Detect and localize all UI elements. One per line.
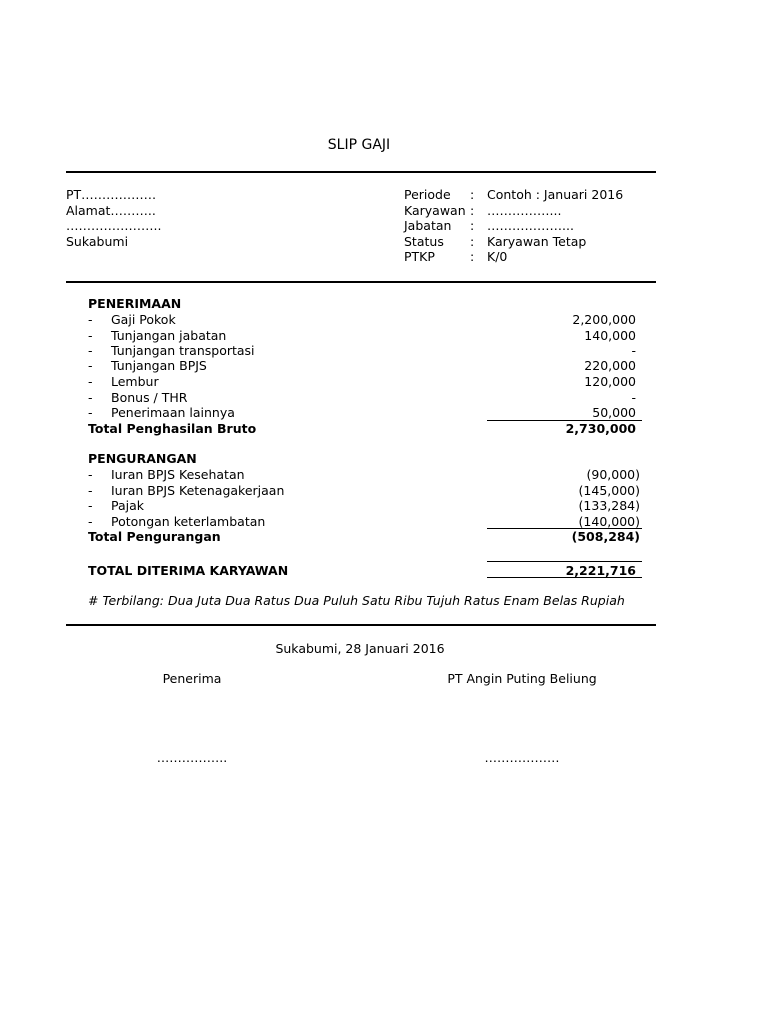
earning-amount: 220,000 bbox=[584, 358, 636, 373]
info-label-status: Status bbox=[404, 234, 444, 249]
earning-amount: 2,200,000 bbox=[572, 312, 636, 327]
info-value-status: Karyawan Tetap bbox=[487, 234, 587, 249]
company-city: Sukabumi bbox=[66, 234, 129, 249]
earning-label: Tunjangan jabatan bbox=[111, 328, 227, 343]
bullet-dash: - bbox=[88, 483, 93, 498]
bullet-dash: - bbox=[88, 467, 93, 482]
gross-total-label: Total Penghasilan Bruto bbox=[88, 421, 257, 436]
info-value-karyawan: ……………... bbox=[487, 203, 562, 218]
deductions-heading: PENGURANGAN bbox=[88, 451, 197, 466]
info-colon: : bbox=[470, 234, 475, 249]
middle-divider bbox=[66, 281, 656, 283]
net-pay-top-line bbox=[487, 561, 642, 562]
bullet-dash: - bbox=[88, 312, 93, 327]
info-label-jabatan: Jabatan bbox=[404, 218, 452, 233]
bullet-dash: - bbox=[88, 328, 93, 343]
info-colon: : bbox=[470, 249, 475, 264]
top-divider bbox=[66, 171, 656, 173]
deduction-amount: (133,284) bbox=[578, 498, 640, 513]
place-date: Sukabumi, 28 Januari 2016 bbox=[275, 641, 445, 656]
earning-amount: 120,000 bbox=[584, 374, 636, 389]
earning-label: Gaji Pokok bbox=[111, 312, 176, 327]
earning-amount: - bbox=[631, 390, 636, 405]
info-colon: : bbox=[470, 218, 475, 233]
bullet-dash: - bbox=[88, 498, 93, 513]
earning-label: Penerimaan lainnya bbox=[111, 405, 235, 420]
receiver-label: Penerima bbox=[162, 671, 222, 686]
info-colon: : bbox=[470, 187, 475, 202]
gross-total-amount: 2,730,000 bbox=[565, 421, 636, 436]
earning-amount: - bbox=[631, 343, 636, 358]
info-value-ptkp: K/0 bbox=[487, 249, 508, 264]
earning-label: Bonus / THR bbox=[111, 390, 188, 405]
earning-label: Tunjangan BPJS bbox=[111, 358, 207, 373]
info-value-periode: Contoh : Januari 2016 bbox=[487, 187, 624, 202]
company-name: PT……………… bbox=[66, 187, 157, 202]
info-label-periode: Periode bbox=[404, 187, 451, 202]
info-colon: : bbox=[470, 203, 475, 218]
bottom-divider bbox=[66, 624, 656, 626]
bullet-dash: - bbox=[88, 358, 93, 373]
info-label-ptkp: PTKP bbox=[404, 249, 435, 264]
bullet-dash: - bbox=[88, 374, 93, 389]
deduction-label: Iuran BPJS Kesehatan bbox=[111, 467, 245, 482]
earning-amount: 140,000 bbox=[584, 328, 636, 343]
company-address-line2: ………………….. bbox=[66, 218, 162, 233]
earning-amount: 50,000 bbox=[592, 405, 636, 420]
company-signatory-label: PT Angin Puting Beliung bbox=[447, 671, 597, 686]
net-pay-amount: 2,221,716 bbox=[565, 563, 636, 578]
amount-in-words: # Terbilang: Dua Juta Dua Ratus Dua Puluh Satu Ribu Tujuh Ratus Enam Belas Rupiah bbox=[88, 593, 625, 608]
company-address: Alamat……….. bbox=[66, 203, 156, 218]
receiver-signature-line: …………….. bbox=[156, 750, 228, 765]
bullet-dash: - bbox=[88, 343, 93, 358]
bullet-dash: - bbox=[88, 514, 93, 529]
deductions-total-label: Total Pengurangan bbox=[88, 529, 221, 544]
deduction-amount: (90,000) bbox=[586, 467, 640, 482]
net-pay-label: TOTAL DITERIMA KARYAWAN bbox=[88, 563, 289, 578]
earnings-heading: PENERIMAAN bbox=[88, 296, 182, 311]
deduction-label: Pajak bbox=[111, 498, 145, 513]
info-label-karyawan: Karyawan bbox=[404, 203, 466, 218]
info-value-jabatan: ………………... bbox=[487, 218, 574, 233]
deduction-label: Iuran BPJS Ketenagakerjaan bbox=[111, 483, 285, 498]
deduction-amount: (140,000) bbox=[578, 514, 640, 529]
deductions-total-amount: (508,284) bbox=[571, 529, 640, 544]
earning-label: Lembur bbox=[111, 374, 159, 389]
bullet-dash: - bbox=[88, 390, 93, 405]
bullet-dash: - bbox=[88, 405, 93, 420]
deduction-label: Potongan keterlambatan bbox=[111, 514, 266, 529]
earning-label: Tunjangan transportasi bbox=[111, 343, 255, 358]
net-pay-bottom-line bbox=[487, 577, 642, 578]
company-signature-line: ……………… bbox=[484, 750, 560, 765]
deduction-amount: (145,000) bbox=[578, 483, 640, 498]
document-title: SLIP GAJI bbox=[327, 137, 391, 153]
